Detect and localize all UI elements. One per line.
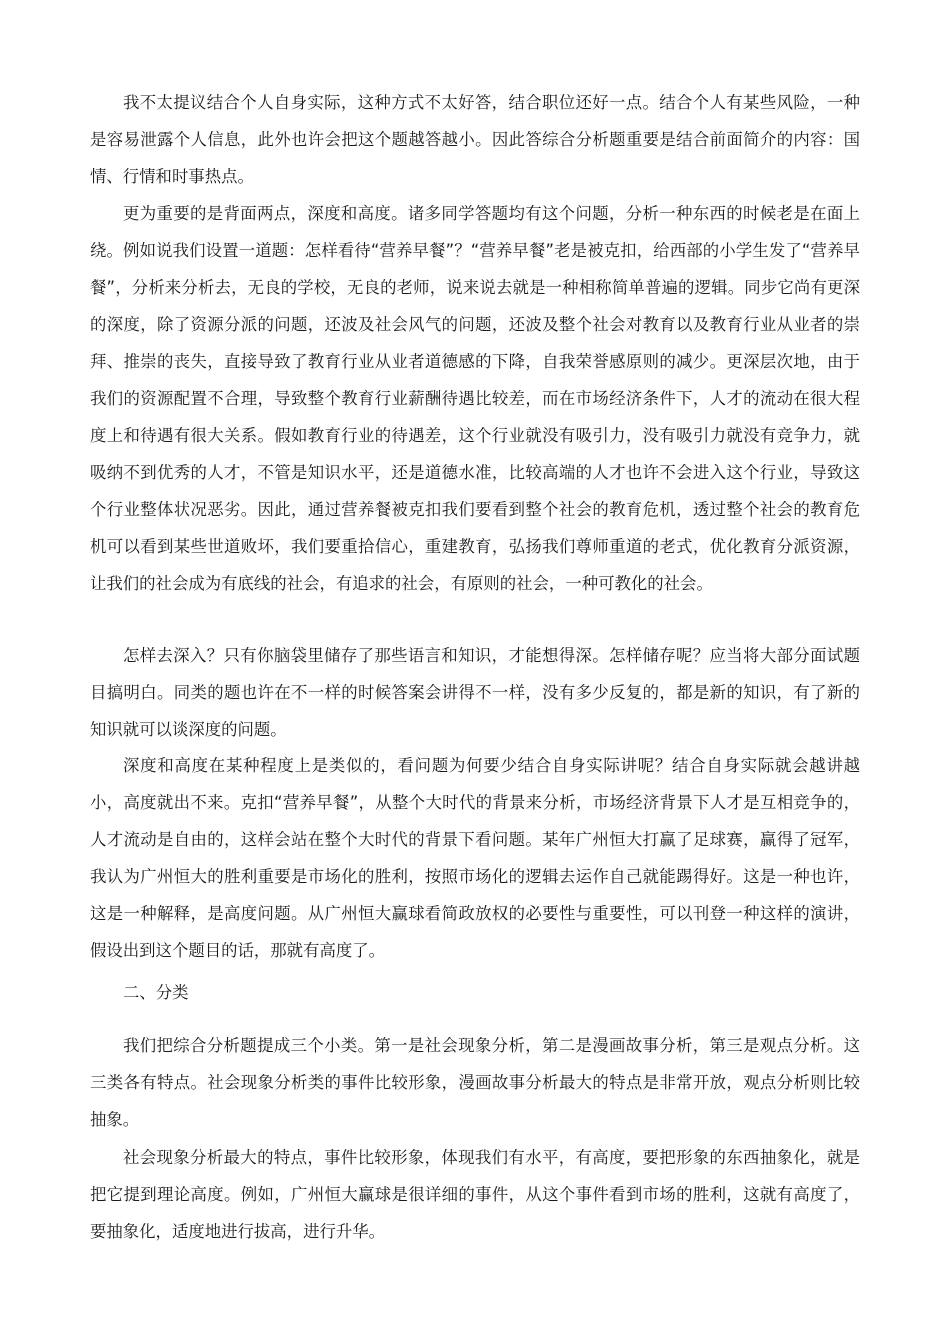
- section-heading: 二、分类: [123, 983, 189, 1002]
- body-paragraph: 我们把综合分析题提成三个小类。第一是社会现象分析，第二是漫画故事分析，第三是观点分析。这三类各有特点。社会现象分析类的事件比较形象，漫画故事分析最大的特点是非常开放，观点分析则比较抽象。: [90, 1036, 860, 1129]
- body-paragraph: 更为重要的是背面两点，深度和高度。诸多同学答题均有这个问题，分析一种东西的时候老是在面上绕。例如说我们设置一道题：怎样看待“营养早餐”？“营养早餐”老是被克扣，给西部的小学生发了“营养早餐”，分析来分析去，无良的学校，无良的老师，说来说去就是一种相称简单普遍的逻辑。同步它尚有更深的深度，除了资源分派的问题，还波及社会风气的问题，还波及整个社会对教育以及教育行业从业者的崇拜、推崇的丧失，直接导致了教育行业从业者道德感的下降，自我荣誉感原则的减少。更深层次地，由于我们的资源配置不合理，导致整个教育行业薪酬待遇比较差，而在市场经济条件下，人才的流动在很大程度上和待遇有很大关系。假如教育行业的待遇差，这个行业就没有吸引力，没有吸引力就没有竞争力，就吸纳不到优秀的人才，不管是知识水平，还是道德水准，比较高端的人才也许不会进入这个行业，导致这个行业整体状况恶劣。因此，通过营养餐被克扣我们要看到整个社会的教育危机，透过整个社会的教育危机可以看到某些世道败坏，我们要重拾信心，重建教育，弘扬我们尊师重道的老式，优化教育分派资源，让我们的社会成为有底线的社会，有追求的社会，有原则的社会，一种可教化的社会。: [90, 204, 860, 593]
- body-paragraph: 社会现象分析最大的特点，事件比较形象，体现我们有水平，有高度，要把形象的东西抽象化，就是把它提到理论高度。例如，广州恒大赢球是很详细的事件，从这个事件看到市场的胜利，这就有高度了，要抽象化，适度地进行拔高，进行升华。: [90, 1148, 860, 1241]
- body-paragraph: 怎样去深入？只有你脑袋里储存了那些语言和知识，才能想得深。怎样储存呢？应当将大部分面试题目搞明白。同类的题也许在不一样的时候答案会讲得不一样，没有多少反复的，都是新的知识，有了新的知识就可以谈深度的问题。: [90, 646, 860, 739]
- body-paragraph: 我不太提议结合个人自身实际，这种方式不太好答，结合职位还好一点。结合个人有某些风险，一种是容易泄露个人信息，此外也许会把这个题越答越小。因此答综合分析题重要是结合前面简介的内容：国情、行情和时事热点。: [90, 93, 860, 186]
- body-paragraph: 深度和高度在某种程度上是类似的，看问题为何要少结合自身实际讲呢？结合自身实际就会越讲越小，高度就出不来。克扣“营养早餐”，从整个大时代的背景来分析，市场经济背景下人才是互相竞争的，人才流动是自由的，这样会站在整个大时代的背景下看问题。某年广州恒大打赢了足球赛，赢得了冠军，我认为广州恒大的胜利重要是市场化的胜利，按照市场化的逻辑去运作自己就能踢得好。这是一种也许，这是一种解释，是高度问题。从广州恒大赢球看简政放权的必要性与重要性，可以刊登一种这样的演讲，假设出到这个题目的话，那就有高度了。: [90, 756, 860, 960]
